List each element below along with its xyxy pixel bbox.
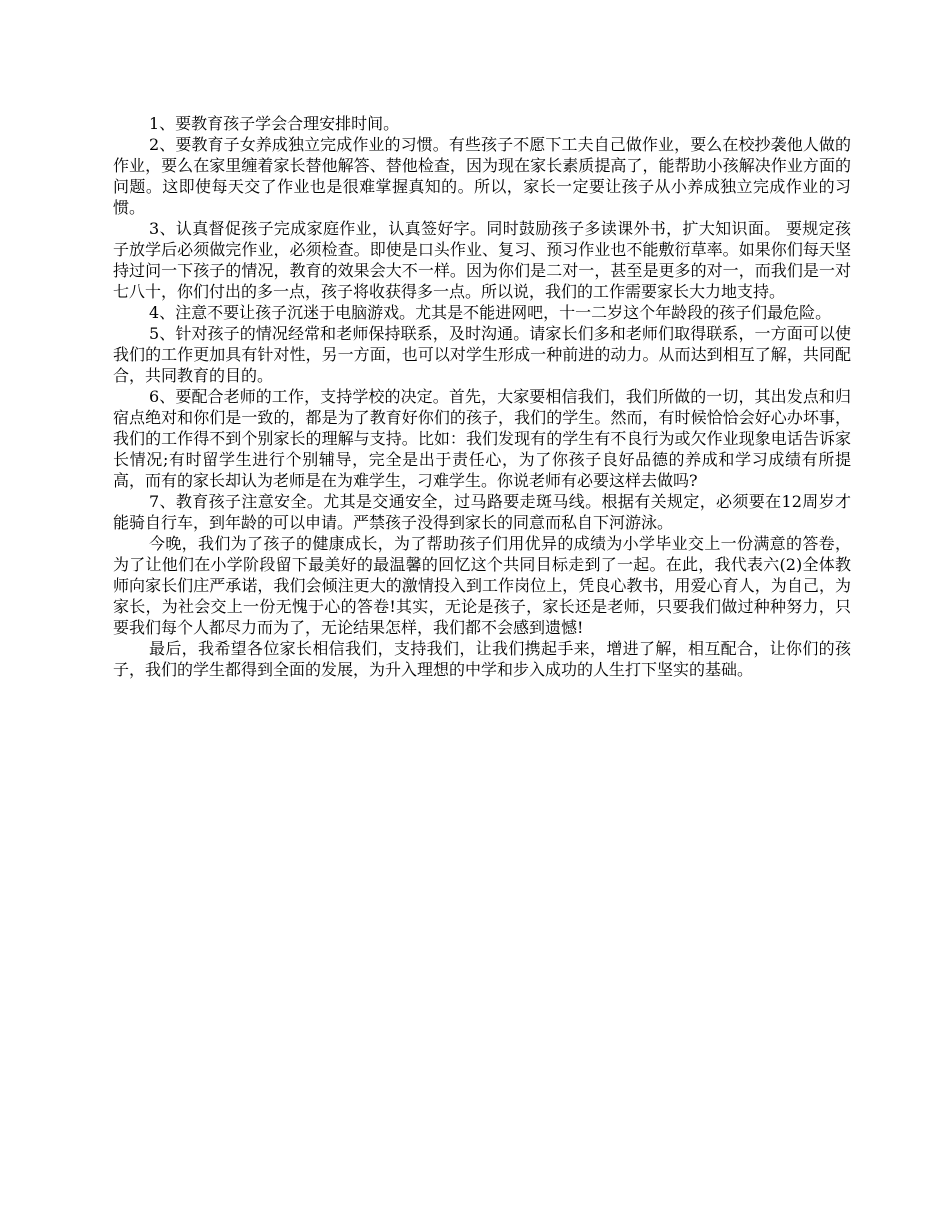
document-body [113, 113, 851, 680]
paragraph-item-1: 1、要教育孩子学会合理安排时间。 [149, 114, 400, 133]
paragraph-item-5: 5、针对孩子的情况经常和老师保持联系，及时沟通。请家长们多和老师们取得联系，一方面可以使我们的工作更加具有针对性，另一方面，也可以对学生形成一种前进的动力。从而达到相互了解，共同配合，共同教育的目的。 [113, 324, 851, 385]
paragraph-item-7: 7、教育孩子注意安全。尤其是交通安全，过马路要走斑马线。根据有关规定，必须要在12周岁才能骑自行车，到年龄的可以申请。严禁孩子没得到家长的同意而私自下河游泳。 [113, 492, 851, 532]
paragraph-tonight: 今晚，我们为了孩子的健康成长，为了帮助孩子们用优异的成绩为小学毕业交上一份满意的答卷，为了让他们在小学阶段留下最美好的最温馨的回忆这个共同目标走到了一起。在此，我代表六(2)全体教师向家长们庄严承诺，我们会倾注更大的激情投入到工作岗位上，凭良心教书，用爱心育人，为自己，为家长，为社会交上一份无愧于心的答卷!其实，无论是孩子，家长还是老师，只要我们做过种种努力，只要我们每个人都尽力而为了，无论结果怎样，我们都不会感到遗憾! [113, 534, 851, 637]
paragraph-item-4: 4、注意不要让孩子沉迷于电脑游戏。尤其是不能进网吧，十一二岁这个年龄段的孩子们最危险。 [149, 303, 832, 322]
paragraph-item-6: 6、要配合老师的工作，支持学校的决定。首先，大家要相信我们，我们所做的一切，其出发点和归宿点绝对和你们是一致的，都是为了教育好你们的孩子，我们的学生。然而，有时候恰恰会好心办坏事，我们的工作得不到个别家长的理解与支持。比如：我们发现有的学生有不良行为或欠作业现象电话告诉家长情况;有时留学生进行个别辅导，完全是出于责任心，为了你孩子良好品德的养成和学习成绩有所提高，而有的家长却认为老师是在为难学生，刁难学生。你说老师有必要这样去做吗? [113, 387, 851, 490]
paragraph-closing: 最后，我希望各位家长相信我们，支持我们，让我们携起手来，增进了解，相互配合，让你们的孩子，我们的学生都得到全面的发展，为升入理想的中学和步入成功的人生打下坚实的基础。 [113, 639, 851, 679]
paragraph-item-3: 3、认真督促孩子完成家庭作业，认真签好字。同时鼓励孩子多读课外书，扩大知识面。 要规定孩子放学后必须做完作业，必须检查。即使是口头作业、复习、预习作业也不能敷衍草率。如果你们每天坚持过问一下孩子的情况，教育的效果会大不一样。因为你们是二对一，甚至是更多的对一，而我们是一对七八十，你们付出的多一点，孩子将收获得多一点。所以说，我们的工作需要家长大力地支持。 [113, 219, 851, 301]
paragraph-item-2: 2、要教育子女养成独立完成作业的习惯。有些孩子不愿下工夫自己做作业，要么在校抄袭他人做的作业，要么在家里缠着家长替他解答、替他检查，因为现在家长素质提高了，能帮助小孩解决作业方面的问题。这即使每天交了作业也是很难掌握真知的。所以，家长一定要让孩子从小养成独立完成作业的习惯。 [113, 135, 851, 217]
